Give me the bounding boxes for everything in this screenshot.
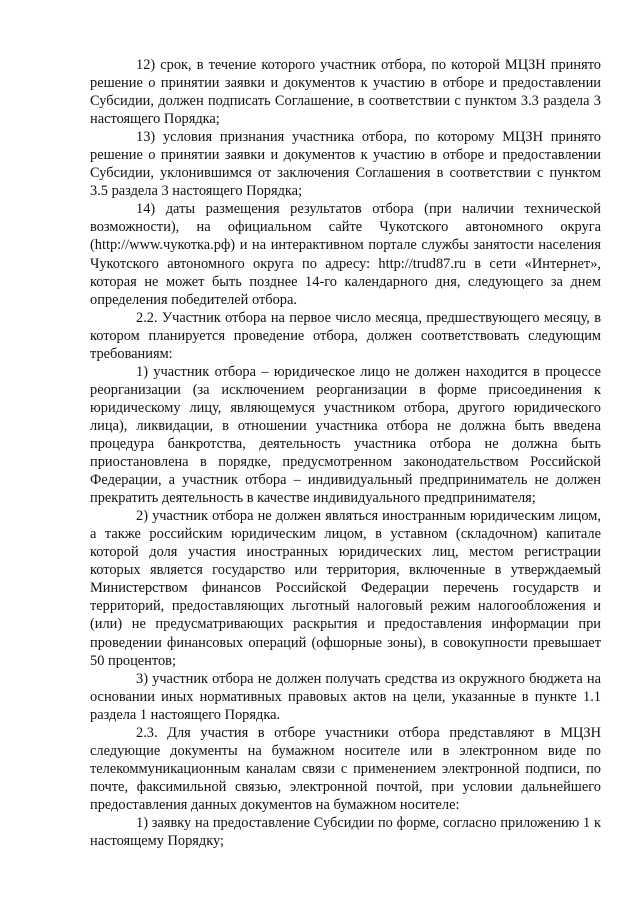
paragraph-section-2-2: 2.2. Участник отбора на первое число месяца, предшествующего месяцу, в котором планируется проведение отбора, должен соответствовать следующим требованиям:	[90, 309, 601, 362]
paragraph-section-2-3: 2.3. Для участия в отборе участники отбора представляют в МЦЗН следующие документы на бумажном носителе или в электронном виде по телекоммуникационным каналам связи с применением электронной подписи, по почте, факсимильной связью, электронной почтой, при условии дальнейшего предоставления данных документов на бумажном носителе:	[90, 724, 601, 813]
paragraph-requirement-1: 1) участник отбора – юридическое лицо не должен находится в процессе реорганизации (за исключением реорганизации в форме присоединения к юридическому лицу, являющемуся участником отбора, другого юридического лица), ликвидации, в отношении участника отбора не должна быть введена процедура банкротства, деятельность участника отбора не должна быть приостановлена в порядке, предусмотренном законодательством Российской Федерации, а участник отбора – индивидуальный предприниматель не должен прекратить деятельность в качестве индивидуального предпринимателя;	[90, 363, 601, 507]
paragraph-document-1: 1) заявку на предоставление Субсидии по форме, согласно приложению 1 к настоящему Порядку;	[90, 814, 601, 850]
paragraph-requirement-3: 3) участник отбора не должен получать средства из окружного бюджета на основании иных нормативных правовых актов на цели, указанные в пункте 1.1 раздела 1 настоящего Порядка.	[90, 670, 601, 723]
paragraph-requirement-2: 2) участник отбора не должен являться иностранным юридическим лицом, а также российским юридическим лицом, в уставном (складочном) капитале которой доля участия иностранных юридических лиц, местом регистрации которых является государство или территория, включенные в утверждаемый Министерством финансов Российской Федерации перечень государств и территорий, предоставляющих льготный налоговый режим налогообложения и (или) не предусматривающих раскрытия и предоставления информации при проведении финансовых операций (офшорные зоны), в совокупности превышает 50 процентов;	[90, 508, 601, 669]
document-body	[90, 56, 601, 850]
paragraph-item-13: 13) условия признания участника отбора, по которому МЦЗН принято решение о принятии заявки и документов к участию в отборе и предоставлении Субсидии, уклонившимся от заключения Соглашения в соответствии с пунктом 3.5 раздела 3 настоящего Порядка;	[90, 129, 601, 200]
paragraph-item-14: 14) даты размещения результатов отбора (при наличии технической возможности), на официальном сайте Чукотского автономного округа (http://www.чукотка.рф) и на интерактивном портале службы занятости населения Чукотского автономного округа по адресу: http://trud87.ru в сети «Интернет», которая не может быть позднее 14-го календарного дня, следующего за днем определения победителей отбора.	[90, 201, 601, 308]
paragraph-item-12: 12) срок, в течение которого участник отбора, по которой МЦЗН принято решение о принятии заявки и документов к участию в отборе и предоставлении Субсидии, должен подписать Соглашение, в соответствии с пунктом 3.3 раздела 3 настоящего Порядка;	[90, 57, 601, 128]
